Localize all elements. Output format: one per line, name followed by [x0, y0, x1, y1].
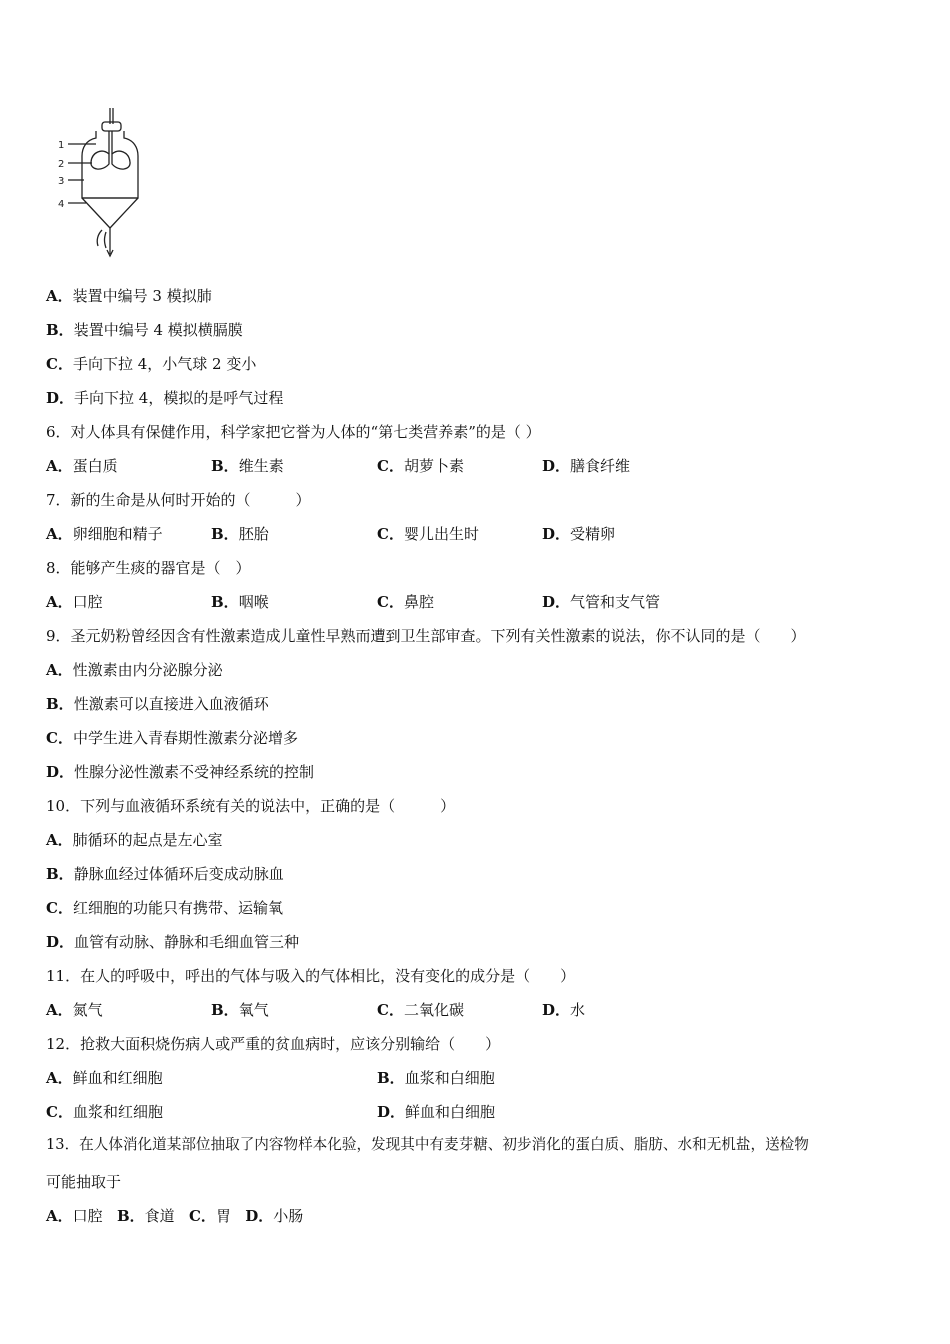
- q11-stem: 11．在人的呼吸中，呼出的气体与吸入的气体相比，没有变化的成分是（ ）: [46, 967, 576, 985]
- q8-option-a: A．口腔: [46, 593, 103, 611]
- q13-stem-line2: 可能抽取于: [46, 1173, 122, 1191]
- q12-option-c: C．血浆和红细胞: [46, 1103, 163, 1121]
- q8-option-d: D．气管和支气管: [542, 593, 661, 611]
- q10-option-b: B．静脉血经过体循环后变成动脉血: [46, 865, 284, 883]
- q7-option-c: C．婴儿出生时: [377, 525, 479, 543]
- q5-option-b: B．装置中编号 4 模拟横膈膜: [46, 321, 243, 339]
- q12-option-a: A．鲜血和红细胞: [46, 1069, 163, 1087]
- q6-option-b: B．维生素: [211, 457, 284, 475]
- figure-label-2: 2: [58, 159, 65, 170]
- q6-option-a: A．蛋白质: [46, 457, 118, 475]
- q5-option-d: D．手向下拉 4，模拟的是呼气过程: [46, 389, 284, 407]
- q8-option-b: B．咽喉: [211, 593, 269, 611]
- q6-option-c: C．胡萝卜素: [377, 457, 464, 475]
- q7-option-a: A．卵细胞和精子: [46, 525, 163, 543]
- q10-stem: 10．下列与血液循环系统有关的说法中，正确的是（ ）: [46, 797, 456, 815]
- figure-label-1: 1: [58, 140, 65, 151]
- q13-options: A．口腔 B．食道 C．胃 D．小肠: [46, 1207, 304, 1225]
- q10-option-c: C．红细胞的功能只有携带、运输氧: [46, 899, 283, 917]
- q8-option-c: C．鼻腔: [377, 593, 434, 611]
- q7-option-b: B．胚胎: [211, 525, 269, 543]
- figure-label-3: 3: [58, 176, 65, 187]
- q9-option-b: B．性激素可以直接进入血液循环: [46, 695, 269, 713]
- q6-stem: 6．对人体具有保健作用，科学家把它誉为人体的“第七类营养素”的是（ ）: [46, 423, 541, 441]
- q10-option-a: A．肺循环的起点是左心室: [46, 831, 223, 849]
- q9-option-d: D．性腺分泌性激素不受神经系统的控制: [46, 763, 315, 781]
- q9-option-c: C．中学生进入青春期性激素分泌增多: [46, 729, 298, 747]
- q11-option-d: D．水: [542, 1001, 586, 1019]
- q7-option-d: D．受精卵: [542, 525, 616, 543]
- q5-option-a: A．装置中编号 3 模拟肺: [46, 287, 212, 305]
- q11-option-a: A．氮气: [46, 1001, 103, 1019]
- q10-option-d: D．血管有动脉、静脉和毛细血管三种: [46, 933, 300, 951]
- q9-option-a: A．性激素由内分泌腺分泌: [46, 661, 223, 679]
- q9-stem: 9．圣元奶粉曾经因含有性激素造成儿童性早熟而遭到卫生部审查。下列有关性激素的说法，你不认同的是（ ）: [46, 627, 806, 645]
- q13-stem-line1: 13．在人体消化道某部位抽取了内容物样本化验，发现其中有麦芽糖、初步消化的蛋白质、脂肪、水和无机盐，送检物: [46, 1136, 809, 1153]
- q8-stem: 8．能够产生痰的器官是（ ）: [46, 559, 251, 577]
- q12-option-b: B．血浆和白细胞: [377, 1069, 495, 1087]
- q12-option-d: D．鲜血和白细胞: [377, 1103, 496, 1121]
- q7-stem: 7．新的生命是从何时开始的（ ）: [46, 491, 311, 509]
- q11-option-c: C．二氧化碳: [377, 1001, 464, 1019]
- lung-model-diagram: [58, 108, 140, 258]
- q5-option-c: C．手向下拉 4，小气球 2 变小: [46, 355, 257, 373]
- q6-option-d: D．膳食纤维: [542, 457, 631, 475]
- q12-stem: 12．抢救大面积烧伤病人或严重的贫血病时，应该分别输给（ ）: [46, 1035, 501, 1053]
- figure-label-4: 4: [58, 199, 65, 210]
- q11-option-b: B．氧气: [211, 1001, 269, 1019]
